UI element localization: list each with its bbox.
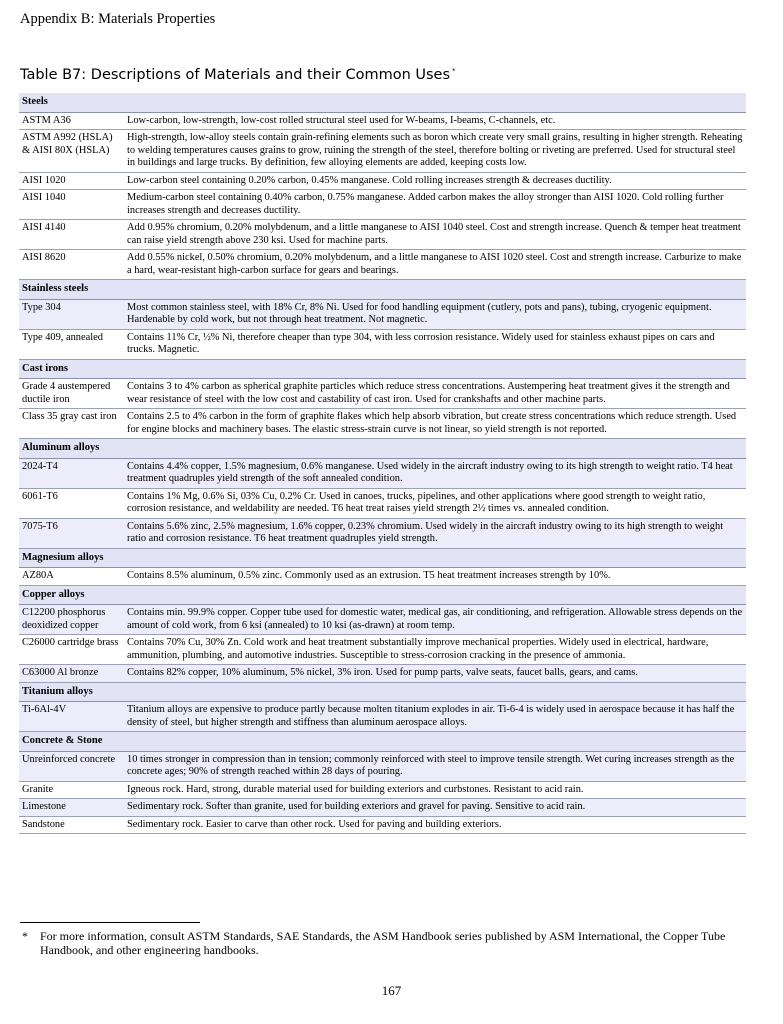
running-header: Appendix B: Materials Properties <box>20 11 216 27</box>
material-description: Titanium alloys are expensive to produce partly because molten titanium explodes in air. Ti-6-4 is widely used in aerospace because it has half the density of steel, but higher strength and stiffness than aluminum aerospace alloys. <box>124 702 746 732</box>
material-name: 7075-T6 <box>19 518 124 548</box>
material-name: AZ80A <box>19 568 124 586</box>
material-name: ASTM A992 (HSLA) & AISI 80X (HSLA) <box>19 130 124 173</box>
material-row <box>19 190 746 220</box>
category-heading: Concrete & Stone <box>19 732 746 752</box>
materials-table-body <box>19 93 746 834</box>
material-description: Contains 82% copper, 10% aluminum, 5% nickel, 3% iron. Used for pump parts, valve seats, faucet balls, gears, and cams. <box>124 665 746 683</box>
material-name: Type 304 <box>19 299 124 329</box>
material-description: Medium-carbon steel containing 0.40% carbon, 0.75% manganese. Added carbon makes the alloy stronger than AISI 1020. Cold rolling further increases strength and decreases ductility. <box>124 190 746 220</box>
material-name: C63000 Al bronze <box>19 665 124 683</box>
category-heading: Stainless steels <box>19 280 746 300</box>
material-name: C26000 cartridge brass <box>19 635 124 665</box>
material-row <box>19 781 746 799</box>
material-name: AISI 8620 <box>19 250 124 280</box>
material-row <box>19 488 746 518</box>
category-heading: Magnesium alloys <box>19 548 746 568</box>
category-row <box>19 280 746 300</box>
material-description: Contains 3 to 4% carbon as spherical graphite particles which reduce stress concentrations. Austempering heat treatment gives it the strength and wear resistance of steel with the low cost and castability of cast iron. Used for crankshafts and other machine parts. <box>124 379 746 409</box>
material-description: Contains min. 99.9% copper. Copper tube used for domestic water, medical gas, air conditioning, and refrigeration. Allowable stress depends on the amount of cold work, from 6 ksi (annealed) to 10 ksi (as-drawn) at room temp. <box>124 605 746 635</box>
material-description: Contains 4.4% copper, 1.5% magnesium, 0.6% manganese. Used widely in the aircraft industry owing to its high strength to weight ratio. T4 heat treatment quadruples yield strength of the soft annealed condition. <box>124 458 746 488</box>
material-name: Unreinforced concrete <box>19 751 124 781</box>
material-row <box>19 751 746 781</box>
material-row <box>19 605 746 635</box>
material-description: Sedimentary rock. Easier to carve than other rock. Used for paving and building exteriors. <box>124 816 746 834</box>
material-description: Igneous rock. Hard, strong, durable material used for building exteriors and curbstones. Resistant to acid rain. <box>124 781 746 799</box>
material-row <box>19 635 746 665</box>
category-row <box>19 585 746 605</box>
material-description: Add 0.95% chromium, 0.20% molybdenum, and a little manganese to AISI 1040 steel. Cost and strength increase. Quench & temper heat treatment can raise yield strength above 230 ksi. Used for machine parts. <box>124 220 746 250</box>
material-name: C12200 phosphorus deoxidized copper <box>19 605 124 635</box>
category-heading: Titanium alloys <box>19 682 746 702</box>
material-description: 10 times stronger in compression than in tension; commonly reinforced with steel to improve tensile strength. Wet curing increases strength as the concrete ages; 90% of strength reached within 28 days of pouring. <box>124 751 746 781</box>
material-description: Sedimentary rock. Softer than granite, used for building exteriors and gravel for paving. Sensitive to acid rain. <box>124 799 746 817</box>
material-row <box>19 130 746 173</box>
category-row <box>19 682 746 702</box>
category-row <box>19 548 746 568</box>
category-heading: Aluminum alloys <box>19 439 746 459</box>
material-row <box>19 568 746 586</box>
material-name: AISI 1020 <box>19 172 124 190</box>
material-description: Contains 5.6% zinc, 2.5% magnesium, 1.6% copper, 0.23% chromium. Used widely in the aircraft industry owing to its high strength to weight ratio and corrosion resistance. T6 heat treatment quadruples yield strength. <box>124 518 746 548</box>
material-name: 6061-T6 <box>19 488 124 518</box>
category-heading: Copper alloys <box>19 585 746 605</box>
footnote-text: For more information, consult ASTM Standards, SAE Standards, the ASM Handbook series published by ASM International, the Copper Tube Handbook, and other engineering handbooks. <box>40 929 726 957</box>
material-row <box>19 329 746 359</box>
material-name: 2024-T4 <box>19 458 124 488</box>
material-description: Low-carbon steel containing 0.20% carbon, 0.45% manganese. Cold rolling increases strength & decreases ductility. <box>124 172 746 190</box>
table-title-text: Table B7: Descriptions of Materials and their Common Uses <box>20 67 451 83</box>
material-row <box>19 379 746 409</box>
material-name: Type 409, annealed <box>19 329 124 359</box>
material-row <box>19 518 746 548</box>
materials-table <box>19 93 746 834</box>
material-description: Most common stainless steel, with 18% Cr, 8% Ni. Used for food handling equipment (cutlery, pots and pans), tubing, cryogenic equipment. Hardenable by cold work, but not through heat treatment. Not magnetic. <box>124 299 746 329</box>
category-row <box>19 359 746 379</box>
material-row <box>19 799 746 817</box>
material-description: High-strength, low-alloy steels contain grain-refining elements such as boron which create very small grains, resulting in higher strength. Reheating to welding temperatures causes grains to grow, ruining the strength of the steel, therefore bolting or riveting are preferred. Used for structural steel in buildings and large trucks. By definition, few alloying elements are added, keeping costs low. <box>124 130 746 173</box>
category-heading: Cast irons <box>19 359 746 379</box>
material-row <box>19 172 746 190</box>
material-row <box>19 299 746 329</box>
material-row <box>19 112 746 130</box>
material-row <box>19 665 746 683</box>
category-heading: Steels <box>19 93 746 112</box>
material-description: Contains 11% Cr, ½% Ni, therefore cheaper than type 304, with less corrosion resistance. Widely used for stainless exhaust pipes on cars and trucks. Magnetic. <box>124 329 746 359</box>
footnote-mark: * <box>22 929 28 943</box>
category-row <box>19 732 746 752</box>
category-row <box>19 93 746 112</box>
material-row <box>19 409 746 439</box>
material-name: Ti-6Al-4V <box>19 702 124 732</box>
table-title-footnote-mark: * <box>452 67 456 76</box>
material-row <box>19 816 746 834</box>
material-name: Limestone <box>19 799 124 817</box>
material-row <box>19 220 746 250</box>
material-name: Granite <box>19 781 124 799</box>
material-description: Contains 2.5 to 4% carbon in the form of graphite flakes which help absorb vibration, but create stress concentrations which reduce strength. Used for engine blocks and machinery bases. The elastic stress-strain curve is not linear, so yield strength is not reported. <box>124 409 746 439</box>
material-row <box>19 250 746 280</box>
material-description: Add 0.55% nickel, 0.50% chromium, 0.20% molybdenum, and a little manganese to AISI 1020 steel. Cost and strength increase. Carburize to make a hard, wear-resistant high-carbon surface for gears and bearings. <box>124 250 746 280</box>
table-title <box>20 67 456 83</box>
material-description: Contains 1% Mg, 0.6% Si, 03% Cu, 0.2% Cr. Used in canoes, trucks, pipelines, and other applications where good strength to weight ratio, corrosion resistance, and weldability are needed. T6 heat treat raises yield strength 2½ times vs. annealed condition. <box>124 488 746 518</box>
material-name: Class 35 gray cast iron <box>19 409 124 439</box>
material-name: ASTM A36 <box>19 112 124 130</box>
material-name: AISI 1040 <box>19 190 124 220</box>
material-description: Low-carbon, low-strength, low-cost rolled structural steel used for W-beams, I-beams, C-channels, etc. <box>124 112 746 130</box>
material-description: Contains 70% Cu, 30% Zn. Cold work and heat treatment substantially improve mechanical properties. Widely used in electrical, hardware, ammunition, plumbing, and automotive industries. Susceptible to stress-corrosion cracking in the presence of ammonia. <box>124 635 746 665</box>
material-row <box>19 458 746 488</box>
footnote <box>20 929 750 957</box>
footnote-separator <box>20 922 200 923</box>
material-name: AISI 4140 <box>19 220 124 250</box>
material-description: Contains 8.5% aluminum, 0.5% zinc. Commonly used as an extrusion. T5 heat treatment increases strength by 10%. <box>124 568 746 586</box>
material-name: Sandstone <box>19 816 124 834</box>
material-name: Grade 4 austempered ductile iron <box>19 379 124 409</box>
category-row <box>19 439 746 459</box>
page-number: 167 <box>381 983 402 998</box>
material-row <box>19 702 746 732</box>
